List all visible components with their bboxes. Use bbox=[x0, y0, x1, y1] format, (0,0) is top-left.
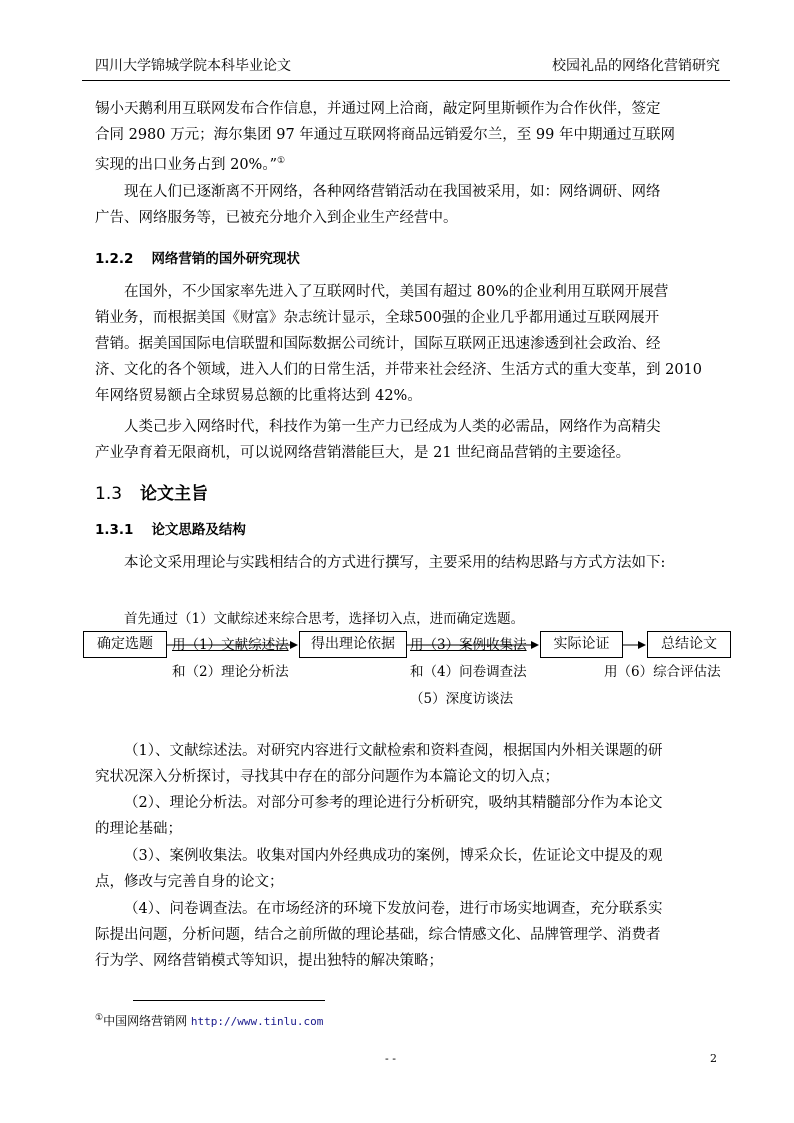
edge2-extra-label: （5）深度访谈法 bbox=[410, 691, 514, 707]
footnote-text: 中国网络营销网 bbox=[103, 1014, 188, 1028]
diagram-caption: 首先通过（1）文献综述来综合思考，选择切入点，进而确定选题。 bbox=[124, 611, 525, 627]
para-network-line-1: 现在人们已逐渐离不开网络，各种网络营销活动在我国被采用，如：网络调研、网络 bbox=[124, 184, 661, 200]
method-2-line-2: 的理论基础； bbox=[95, 821, 182, 837]
footnote-ref-mark[interactable]: ① bbox=[277, 156, 286, 166]
intro-line-1: 锡小天鹅利用互联网发布合作信息，并通过网上洽商，敲定阿里斯顿作为合作伙伴，签定 bbox=[95, 101, 661, 117]
method-2-line-1: （2）、理论分析法。对部分可参考的理论进行分析研究，吸纳其精髓部分作为本论文 bbox=[124, 795, 663, 811]
footnote-mark: ① bbox=[95, 1013, 104, 1023]
para-abroad-line-1: 在国外，不少国家率先进入了互联网时代，美国有超过 80%的企业利用互联网开展营 bbox=[124, 284, 669, 300]
diagram-box-select-topic: 确定选题 bbox=[83, 631, 167, 658]
intro-line-3-text: 实现的出口业务占到 20%。” bbox=[95, 156, 277, 173]
intro-line-2: 合同 2980 万元；海尔集团 97 年通过互联网将商品远销爱尔兰，至 99 年中期通过互联网 bbox=[95, 127, 675, 143]
footnote bbox=[95, 1012, 323, 1029]
para-era-line-2: 产业孕育着无限商机，可以说网络营销潜能巨大，是 21 世纪商品营销的主要途径。 bbox=[95, 445, 631, 461]
para-era-line-1: 人类己步入网络时代，科技作为第一生产力已经成为人类的必需品，网络作为高精尖 bbox=[124, 419, 661, 435]
para-abroad-line-2: 销业务，而根据美国《财富》杂志统计显示，全球500强的企业几乎都用通过互联网展开 bbox=[95, 310, 660, 326]
method-3-line-2: 点，修改与完善自身的论文； bbox=[95, 874, 284, 890]
method-4-line-3: 行为学、网络营销模式等知识，提出独特的解决策略； bbox=[95, 953, 443, 969]
footer-dashes: - - bbox=[385, 1052, 396, 1065]
diagram-box-practical-proof: 实际论证 bbox=[540, 631, 623, 658]
method-4-line-2: 际提出问题，分析问题，结合之前所做的理论基础，综合情感文化、品牌管理学、消费者 bbox=[95, 927, 661, 943]
edge1-bottom-label: 和（2）理论分析法 bbox=[172, 664, 289, 680]
footnote-rule bbox=[133, 1000, 325, 1001]
method-4-line-1: （4）、问卷调查法。在市场经济的环境下发放问卷，进行市场实地调查，充分联系实 bbox=[124, 901, 663, 917]
section-title: 论文思路及结构 bbox=[151, 522, 246, 538]
para-network-line-2: 广告、网络服务等，已被充分地介入到企业生产经营中。 bbox=[95, 210, 458, 226]
para-abroad-line-4: 济、文化的各个领域，进入人们的日常生活，并带来社会经济、生活方式的重大变革，到 2010 bbox=[95, 362, 703, 378]
para-abroad-line-3: 营销。据美国国际电信联盟和国际数据公司统计，国际互联网正迅速渗透到社会政治、经 bbox=[95, 336, 661, 352]
diagram-box-theory-basis: 得出理论依据 bbox=[299, 631, 407, 658]
header-right-title: 校园礼品的网络化营销研究 bbox=[552, 58, 720, 74]
method-1-line-1: （1）、文献综述法。对研究内容进行文献检索和资料查阅，根据国内外相关课题的研 bbox=[124, 743, 663, 759]
edge2-top-label: 用（3）案例收集法 bbox=[410, 637, 527, 653]
edge2-bottom-label: 和（4）问卷调查法 bbox=[410, 664, 527, 680]
section-number: 1.2.2 bbox=[95, 251, 134, 267]
footnote-link[interactable]: http://www.tinlu.com bbox=[190, 1015, 324, 1028]
header-left-title: 四川大学锦城学院本科毕业论文 bbox=[95, 58, 291, 74]
page-number: 2 bbox=[710, 1052, 717, 1065]
edge3-bottom-label: 用（6）综合评估法 bbox=[604, 664, 721, 680]
para-abroad-line-5: 年网络贸易额占全球贸易总额的比重将达到 42%。 bbox=[95, 388, 422, 404]
section-number: 1.3.1 bbox=[95, 522, 134, 538]
method-3-line-1: （3）、案例收集法。收集对国内外经典成功的案例，博采众长，佐证论文中提及的观 bbox=[124, 848, 663, 864]
section-title: 论文主旨 bbox=[140, 484, 209, 504]
method-1-line-2: 究状况深入分析探讨，寻找其中存在的部分问题作为本篇论文的切入点； bbox=[95, 769, 559, 785]
diagram-box-summary: 总结论文 bbox=[647, 631, 731, 658]
section-title: 网络营销的国外研究现状 bbox=[151, 251, 300, 267]
edge1-top-label: 用（1）文献综述法 bbox=[172, 637, 289, 653]
para-method: 本论文采用理论与实践相结合的方式进行撰写，主要采用的结构思路与方式方法如下: bbox=[124, 555, 666, 571]
section-number: 1.3 bbox=[95, 484, 123, 504]
